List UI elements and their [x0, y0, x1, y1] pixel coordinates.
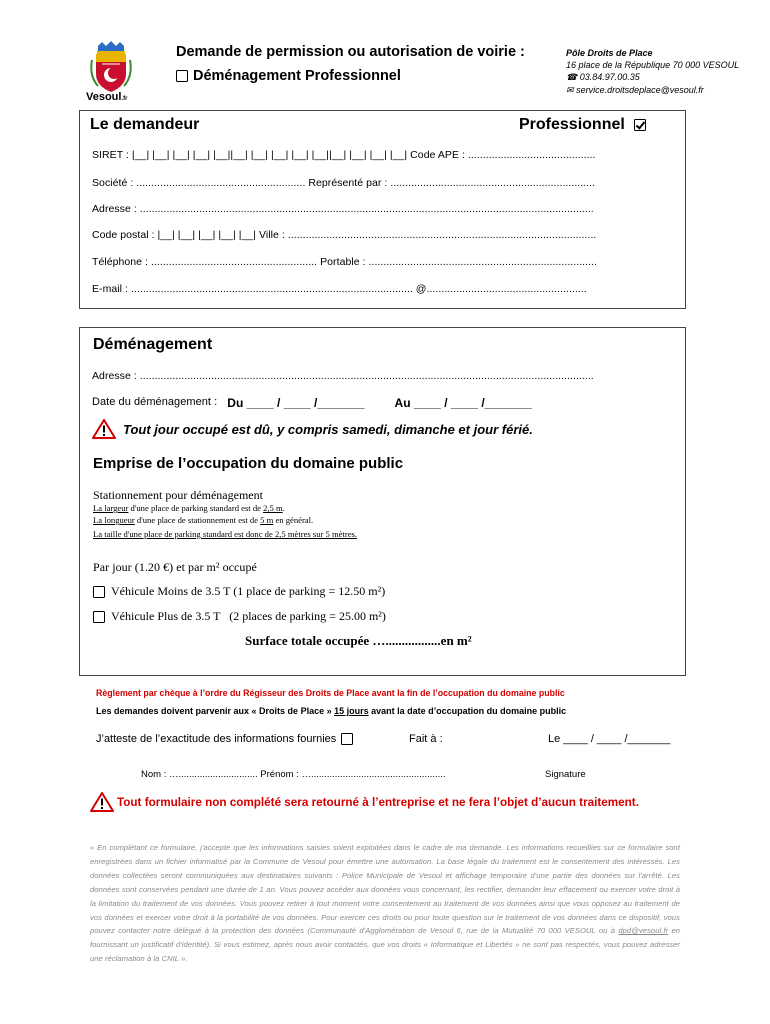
- incomplete-form-alert: Tout formulaire non complété sera retourné à l’entreprise et ne fera l’objet d’aucun traitement.: [90, 792, 639, 812]
- logo-text: Vesoul.fr: [86, 91, 128, 103]
- professionnel-option: Professionnel: [519, 116, 646, 134]
- date-signature-field[interactable]: Le ____ / ____ /_______: [548, 733, 671, 745]
- option-moins-3-5t: Véhicule Moins de 3.5 T (1 place de parking = 12.50 m²): [93, 584, 385, 599]
- taille-line: La taille d'une place de parking standard est donc de 2,5 mètres sur 5 mètres.: [93, 529, 358, 539]
- form-title: Demande de permission ou autorisation de voirie :: [176, 44, 525, 60]
- attestation: J’atteste de l’exactitude des informations fournies: [96, 733, 353, 745]
- fait-a-field[interactable]: Fait à :: [409, 733, 443, 745]
- surface-totale[interactable]: Surface totale occupée ….................en m²: [245, 633, 472, 648]
- pole-address: 16 place de la République 70 000 VESOUL: [566, 60, 740, 71]
- option-plus-3-5t: Véhicule Plus de 3.5 T (2 places de parking = 25.00 m²): [93, 609, 386, 624]
- email-field[interactable]: E-mail : ............................................................................................... @......................................................: [92, 283, 587, 295]
- stationnement-title: Stationnement pour déménagement: [93, 488, 263, 502]
- date-label: Date du déménagement :: [92, 396, 218, 408]
- attestation-checkbox[interactable]: [341, 733, 353, 745]
- pole-phone: ☎ 03.84.97.00.35: [566, 72, 640, 83]
- form-subtitle: Déménagement Professionnel: [176, 68, 401, 84]
- pole-name: Pôle Droits de Place: [566, 48, 653, 58]
- date-du-field[interactable]: Du ____ / ____ /_______: [227, 396, 365, 410]
- rgpd-notice: « En complétant ce formulaire, j'accepte que les informations saisies soient exploitées dans le cadre de ma demande. Les informations recueillies sur ce formulaire sont enregistrées dans un fichier informatisé par la Commune de Vesoul pour émettre une autorisation. La base légale du traitement est le consentement des intéressés. Les données collectées seront communiquées aux destinataires suivants : Police Municipale de Vesoul et affichage temporaire d'une partie des données sur l'arrêté. Les données sont conservées pendant une durée de 1 an. Vous pouvez accéder aux données vous concernant, les rectifier, demander leur effacement ou exercer votre droit à la limitation du traitement de vos données. Vous pouvez retirer à tout moment votre consentement au traitement de vos données ainsi que vous opposez au traitement de vos données et exercer votre droit à la portabilité de vos données. Pour exercer ces droits ou pour toute question sur le traitement de vos données dans ce dispositif, vous pouvez contacter notre délégué à la protection des données (Communauté d'Agglomération de Vesoul 6, rue de la Mutualité 70 000 VESOUL ou à dpd@vesoul.fr en fournissant un justificatif d'identité). Si vous estimez, après nous avoir contactés, que vos droits « Informatique et Libertés » ne sont pas respectés, vous pouvez adresser une réclamation à la CNIL ».: [90, 843, 680, 964]
- longueur-line: La longueur d'une place de stationnement est de 5 m en général.: [93, 515, 314, 525]
- siret-field[interactable]: SIRET : |__| |__| |__| |__| |__||__| |__| |__| |__| |__||__| |__| |__| |__| Code APE : ...........................................: [92, 149, 596, 161]
- dpd-email-link[interactable]: dpd@vesoul.fr: [618, 926, 669, 936]
- telephone-field[interactable]: Téléphone : ........................................................ Portable : .............................................................................: [92, 256, 597, 268]
- largeur-line: La largeur d'une place de parking standard est de 2,5 m.: [93, 503, 285, 513]
- reglement-notice: Règlement par chèque à l’ordre du Régisseur des Droits de Place avant la fin de l’occupation du domaine public: [96, 688, 565, 698]
- demenagement-title: Déménagement: [93, 336, 213, 353]
- option-moins-checkbox[interactable]: [93, 586, 105, 598]
- tarif-line: Par jour (1.20 €) et par m² occupé: [93, 560, 257, 574]
- code-postal-field[interactable]: Code postal : |__| |__| |__| |__| |__| Ville : ........................................................................................................: [92, 229, 597, 241]
- contact-block: [566, 47, 739, 96]
- demenagement-adresse-field[interactable]: Adresse : .........................................................................................................................................................: [92, 370, 594, 382]
- pole-email: ✉ service.droitsdeplace@vesoul.fr: [566, 84, 704, 95]
- nom-prenom-field[interactable]: Nom : ….............................. Prénom : …...................................................: [141, 769, 446, 780]
- date-au-field[interactable]: Au ____ / ____ /_______: [394, 396, 532, 410]
- email-icon: ✉: [566, 84, 574, 95]
- warning-icon: [92, 419, 116, 439]
- subtitle-checkbox[interactable]: [176, 70, 188, 82]
- phone-icon: ☎: [566, 72, 578, 83]
- delai-notice: Les demandes doivent parvenir aux « Droits de Place » 15 jours avant la date d’occupation du domaine public: [96, 706, 567, 716]
- adresse-field[interactable]: Adresse : .........................................................................................................................................................: [92, 203, 594, 215]
- societe-field[interactable]: Société : ......................................................... Représenté par : .....................................................................: [92, 177, 596, 189]
- option-plus-checkbox[interactable]: [93, 611, 105, 623]
- demandeur-title: Le demandeur: [90, 116, 200, 133]
- signature-label: Signature: [545, 769, 586, 780]
- professionnel-checkbox[interactable]: [634, 119, 646, 131]
- date-demenagement-row: [92, 396, 532, 410]
- emprise-title: Emprise de l’occupation du domaine public: [93, 455, 404, 472]
- warning-icon: [90, 792, 114, 812]
- tout-jour-warning: Tout jour occupé est dû, y compris samedi, dimanche et jour férié.: [92, 419, 533, 439]
